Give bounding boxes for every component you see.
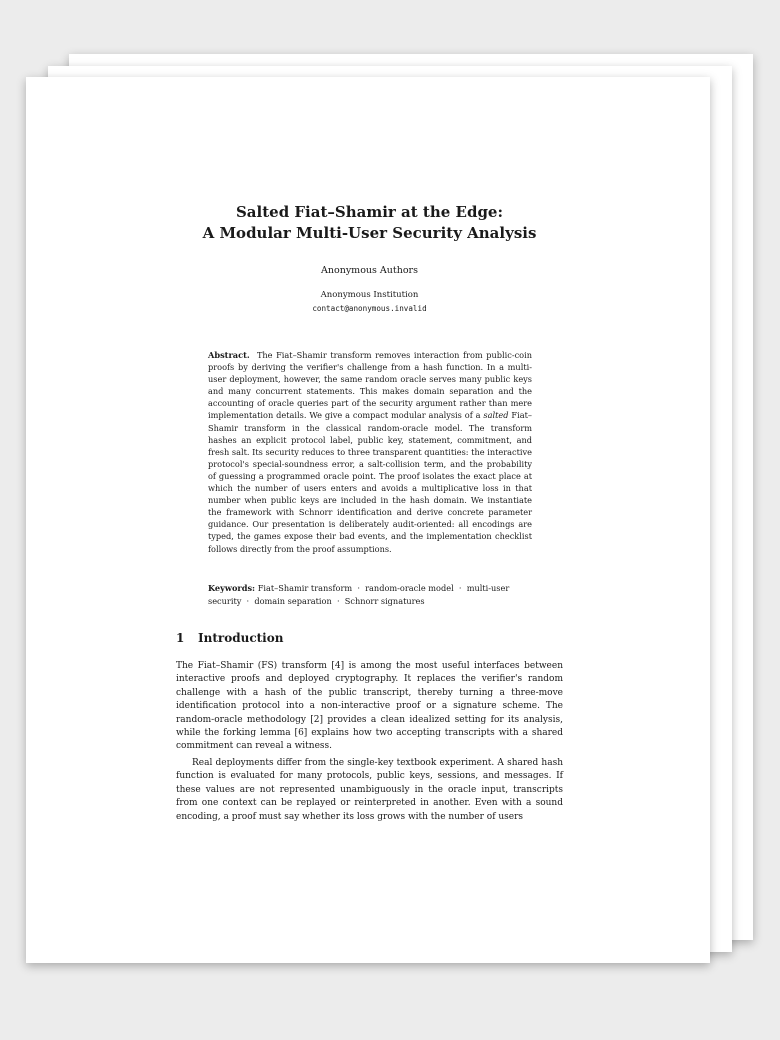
abstract-label: Abstract. — [208, 350, 250, 360]
section-number: 1 — [176, 631, 185, 645]
keywords-text: Fiat–Shamir transform · random-oracle model · multi-user security · domain separation · Schnorr signatures — [208, 583, 512, 606]
title-line-2: A Modular Multi-User Security Analysis — [202, 224, 537, 242]
institution: Anonymous Institution — [320, 290, 419, 300]
keywords-label: Keywords: — [208, 583, 256, 593]
title-line-1: Salted Fiat–Shamir at the Edge: — [235, 203, 504, 221]
authors: Anonymous Authors — [321, 265, 418, 276]
intro-paragraph-2: Real deployments differ from the single-key textbook experiment. A shared hash function is evaluated for many protocols, public keys, sessions, and messages. If these values are not represented unambiguously in the oracle input, transcripts from one context can be replayed or reinterpreted in another. Even with a sound encoding, a proof must say whether its loss grows with the number of users — [176, 758, 563, 822]
abstract — [208, 349, 532, 555]
section-heading — [176, 631, 283, 645]
paper-page — [26, 77, 710, 963]
abstract-text-2: Fiat–Shamir transform in the classical random-oracle model. The transform hashes an explicit protocol label, public key, statement, commitment, and fresh salt. Its security reduces to three transparent quantities: the interactive protocol's special-soundness error, a salt-collision term, and the probability of guessing a programmed oracle point. The proof isolates the exact place at which the number of users enters and avoids a multiplicative loss in that number when public keys are included in the hash domain. We instantiate the framework with Schnorr identification and derive concrete parameter guidance. Our presentation is deliberately audit-oriented: all encodings are typed, the games expose their bad events, and the implementation checklist follows directly from the proof assumptions. — [208, 410, 532, 554]
abstract-text-1: The Fiat–Shamir transform removes interaction from public-coin proofs by deriving the verifier's challenge from a hash function. In a multi-user deployment, however, the same random oracle serves many public keys and many concurrent statements. This makes domain separation and the accounting of oracle queries part of the security argument rather than mere implementation details. We give a compact modular analysis of a — [208, 350, 532, 421]
intro-paragraph-1: The Fiat–Shamir (FS) transform [4] is among the most useful interfaces between interactive proofs and deployed cryptography. It replaces the verifier's random challenge with a hash of the public transcript, thereby turning a three-move identification protocol into a non-interactive proof or a signature scheme. The random-oracle methodology [2] provides a clean idealized setting for its analysis, while the forking lemma [6] explains how two accepting transcripts with a shared commitment can reveal a witness. — [176, 661, 563, 752]
paper-title — [176, 202, 563, 244]
section-title: Introduction — [198, 631, 284, 645]
keywords — [208, 582, 532, 607]
abstract-emphasis: salted — [483, 410, 509, 421]
contact-email: contact@anonymous.invalid — [312, 304, 427, 313]
